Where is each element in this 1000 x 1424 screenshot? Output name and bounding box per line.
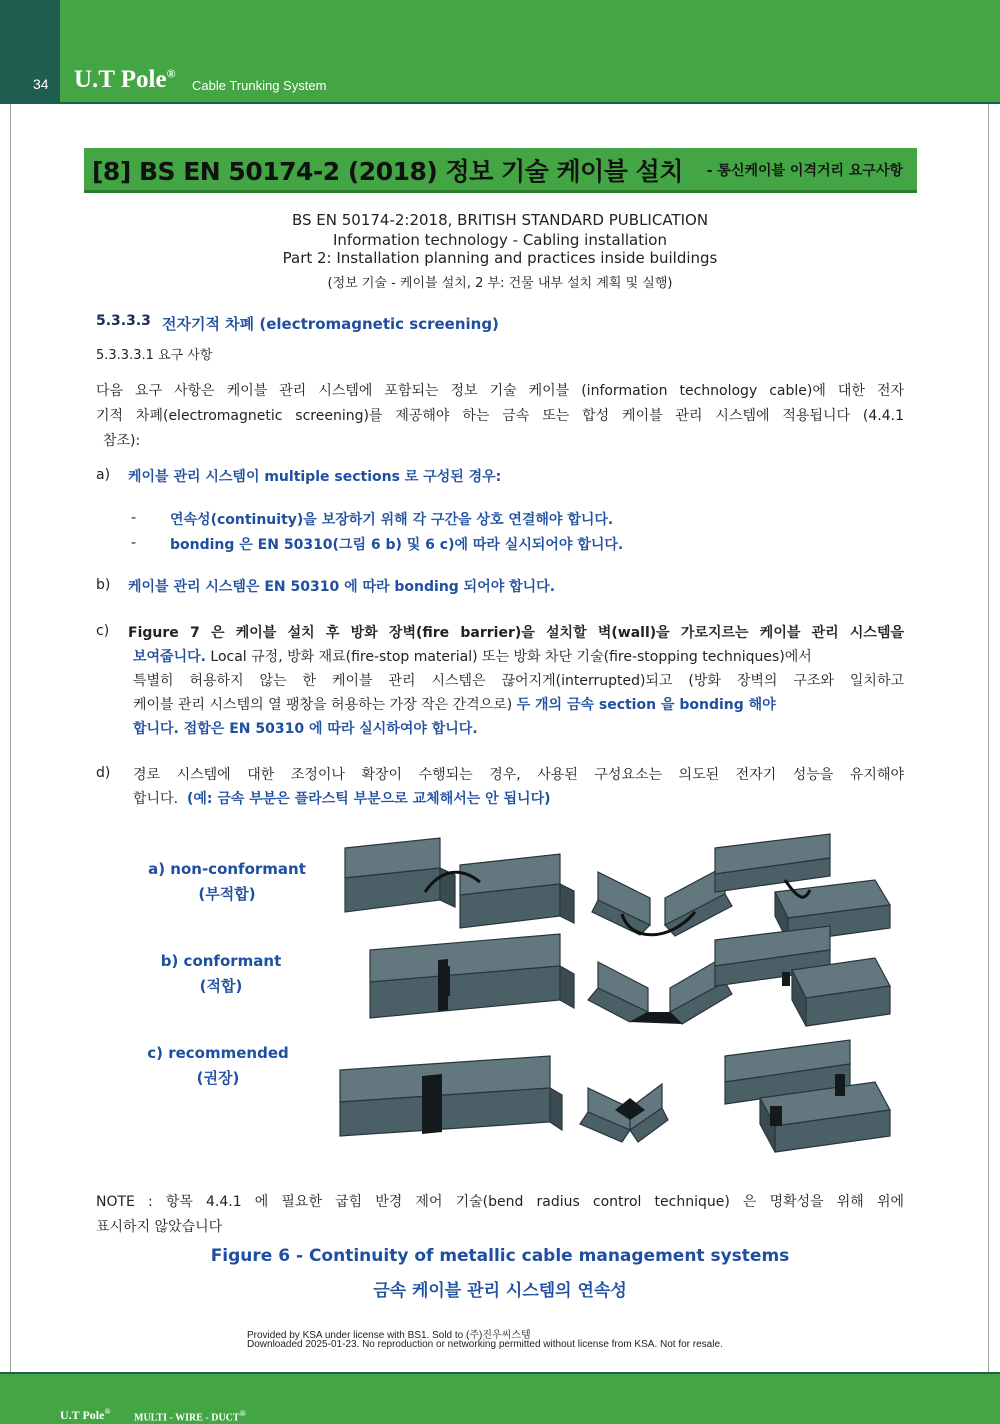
- banner-title: [8] BS EN 50174-2 (2018) 정보 기술 케이블 설치: [92, 157, 683, 186]
- brand-mark: ®: [166, 66, 176, 81]
- footer-product-mark: ®: [239, 1409, 246, 1418]
- banner-subtitle: - 통신케이블 이격거리 요구사항: [706, 163, 903, 179]
- figure-row-c-label: c) recommended: [147, 1044, 289, 1062]
- bullet-marker: -: [131, 510, 137, 526]
- footer-brand-name: U.T Pole: [60, 1408, 105, 1422]
- header-rule: [0, 102, 1000, 104]
- nonconformant-tee-joint: [715, 834, 890, 942]
- brand-subtitle: Cable Trunking System: [192, 78, 327, 93]
- item-a-text: 케이블 관리 시스템이 multiple sections 로 구성된 경우:: [128, 469, 502, 485]
- conformant-tee-joint: [715, 926, 890, 1026]
- footer-product-name: MULTI - WIRE - DUCT: [134, 1412, 240, 1424]
- page-number: 34: [33, 76, 49, 92]
- trunking-illustrations: [330, 830, 910, 1160]
- nonconformant-straight-joint: [345, 838, 574, 928]
- nonconformant-corner-joint: [592, 866, 732, 936]
- subsection-title: 5.3.3.3.1 요구 사항: [96, 348, 213, 363]
- figure-row-b-label-ko: (적합): [199, 977, 243, 995]
- page-frame-left: [10, 104, 11, 1374]
- item-a-bullet-2: bonding 은 EN 50310(그림 6 b) 및 6 c)에 따라 실시되어야 합니다.: [170, 537, 624, 553]
- standard-line-4: (정보 기술 - 케이블 설치, 2 부: 건물 내부 설치 계획 및 실행): [327, 276, 673, 291]
- item-b-marker: b): [96, 577, 111, 593]
- item-c-line-4-bold: 두 개의 금속 section 을 bonding 해야: [516, 697, 776, 713]
- recommended-tee-joint: [725, 1040, 890, 1152]
- item-c-line-3: 특별히 허용하지 않는 한 케이블 관리 시스템은 끊어지게(interrupted)되고 (방화 장벽의 구조와 일치하고: [133, 673, 904, 689]
- brand-logo: [74, 66, 176, 94]
- license-line-2: Downloaded 2025-01-23. No reproduction or networking permitted without license from KSA. Not for resale.: [247, 1339, 723, 1350]
- intro-line-3: 참조):: [103, 433, 141, 449]
- item-c-line-4-plain: 케이블 관리 시스템의 열 팽창을 허용하는 가장 작은 간격으로): [133, 697, 513, 713]
- figure-row-a-label-ko: (부적합): [198, 885, 256, 903]
- license-line-1: Provided by KSA under license with BS1. Sold to (주)진우씨스템: [247, 1330, 531, 1341]
- section-number: 5.3.3.3: [96, 313, 151, 329]
- recommended-corner-joint: [580, 1084, 668, 1142]
- item-a-bullet-1: 연속성(continuity)을 보장하기 위해 각 구간을 상호 연결해야 합니다.: [170, 512, 614, 528]
- intro-line-2: 기적 차폐(electromagnetic screening)를 제공해야 하는 금속 또는 합성 케이블 관리 시스템에 적용됩니다 (4.4.1: [96, 408, 904, 424]
- figure-note-line-2: 표시하지 않았습니다: [96, 1219, 223, 1235]
- brand-name: U.T Pole: [74, 66, 167, 93]
- title-banner: [84, 148, 917, 193]
- item-c-line-2-bold: 보여줍니다.: [133, 649, 206, 665]
- figure-caption-ko: 금속 케이블 관리 시스템의 연속성: [373, 1281, 627, 1301]
- item-d-marker: d): [96, 765, 111, 781]
- item-d-line-2-bold: (예: 금속 부분은 플라스틱 부분으로 교체해서는 안 됩니다): [186, 791, 551, 807]
- conformant-straight-joint: [370, 934, 574, 1018]
- standard-line-2: Information technology - Cabling installation: [333, 231, 667, 249]
- item-c-marker: c): [96, 623, 110, 639]
- figure-note-line-1: NOTE : 항목 4.4.1 에 필요한 굽힘 반경 제어 기술(bend radius control technique) 은 명확성을 위해 위에: [96, 1194, 904, 1210]
- footer-brand: [60, 1407, 110, 1423]
- bullet-marker: -: [131, 535, 137, 551]
- page-frame-right: [988, 104, 989, 1374]
- standard-line-1: BS EN 50174-2:2018, BRITISH STANDARD PUBLICATION: [291, 211, 709, 229]
- item-a-marker: a): [96, 467, 111, 483]
- item-b-text: 케이블 관리 시스템은 EN 50310 에 따라 bonding 되어야 합니다.: [128, 579, 556, 595]
- figure-row-b-label: b) conformant: [160, 952, 282, 970]
- recommended-straight-joint: [340, 1056, 562, 1136]
- footer-brand-mark: ®: [104, 1407, 111, 1416]
- item-c-line-2: [133, 646, 904, 666]
- item-d-line-2: [133, 788, 551, 808]
- item-c-line-1: Figure 7 은 케이블 설치 후 방화 장벽(fire barrier)을 설치할 벽(wall)을 가로지르는 케이블 관리 시스템을: [128, 625, 904, 641]
- header-dark-block: [0, 0, 60, 102]
- figure-row-c-label-ko: (권장): [196, 1069, 240, 1087]
- item-c-line-4: [133, 694, 904, 714]
- item-c-line-5: 합니다. 접합은 EN 50310 에 따라 실시하여야 합니다.: [133, 721, 478, 737]
- item-d-line-2-plain: 합니다.: [133, 791, 179, 807]
- item-d-line-1: 경로 시스템에 대한 조정이나 확장이 수행되는 경우, 사용된 구성요소는 의도된 전자기 성능을 유지해야: [133, 767, 904, 783]
- figure-row-a-label: a) non-conformant: [148, 860, 306, 878]
- item-c-line-2-rest: Local 규정, 방화 재료(fire-stop material) 또는 방화 차단 기술(fire-stopping techniques)에서: [210, 649, 812, 665]
- figure-caption-en: Figure 6 - Continuity of metallic cable management systems: [210, 1246, 790, 1266]
- footer-product: [134, 1409, 246, 1423]
- standard-line-3: Part 2: Installation planning and practices inside buildings: [282, 249, 718, 267]
- conformant-corner-joint: [588, 956, 732, 1024]
- section-title: 전자기적 차폐 (electromagnetic screening): [162, 315, 499, 333]
- intro-line-1: 다음 요구 사항은 케이블 관리 시스템에 포함되는 정보 기술 케이블 (information technology cable)에 대한 전자: [96, 383, 904, 399]
